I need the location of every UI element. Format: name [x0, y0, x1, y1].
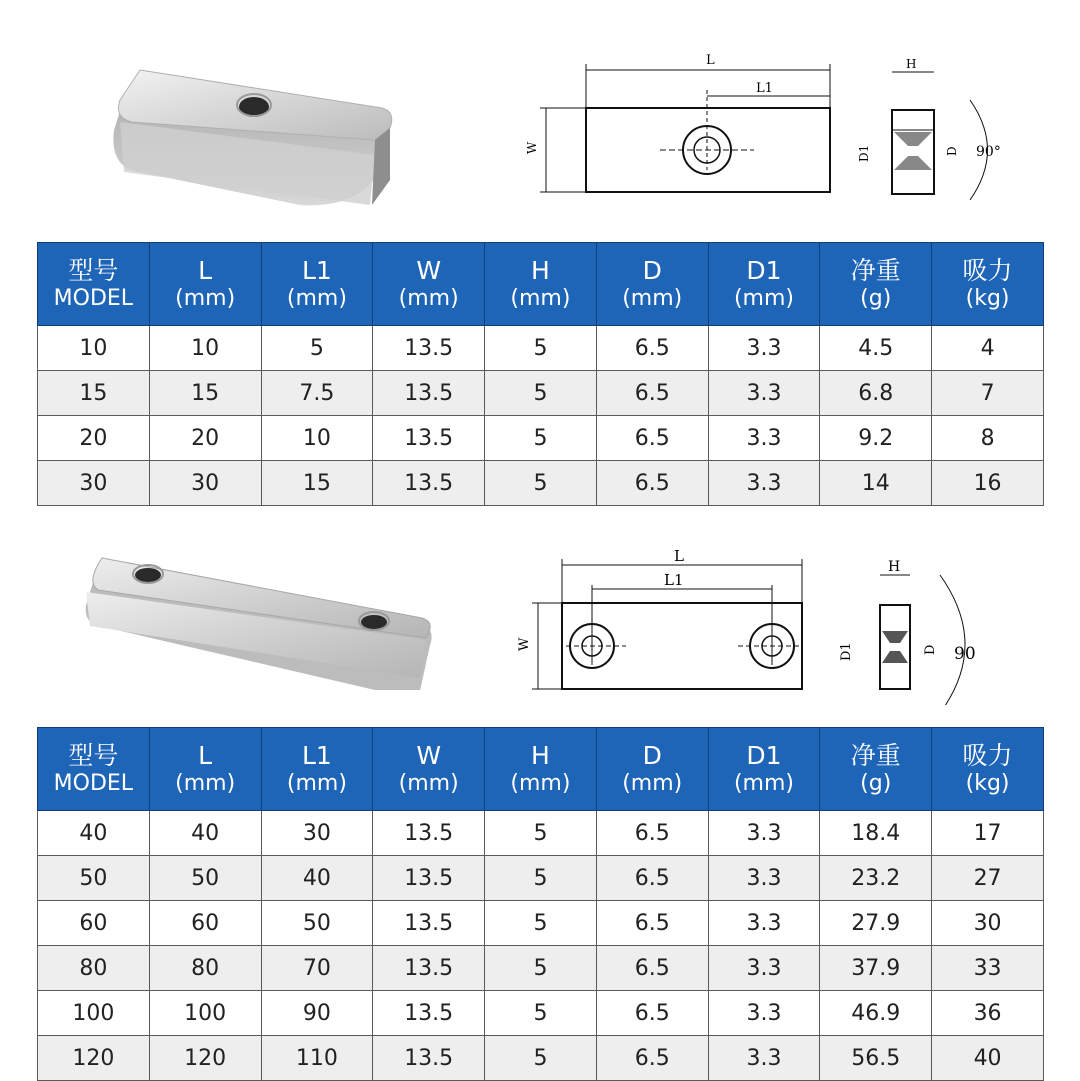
table-row — [38, 326, 1044, 371]
cell-d1: 3.3 — [708, 811, 820, 856]
cell-force: 8 — [932, 416, 1044, 461]
cell-w: 13.5 — [373, 856, 485, 901]
cell-d1: 3.3 — [708, 326, 820, 371]
cell-d1: 3.3 — [708, 1036, 820, 1081]
col-header-model: 型号 MODEL — [38, 243, 150, 326]
dim-label-D: D — [945, 146, 959, 156]
cell-d: 6.5 — [596, 326, 708, 371]
cell-force: 33 — [932, 946, 1044, 991]
cell-l: 40 — [149, 811, 261, 856]
dim-label-D-2: D — [923, 644, 938, 655]
cell-h: 5 — [485, 991, 597, 1036]
cell-weight: 14 — [820, 461, 932, 506]
cell-weight: 37.9 — [820, 946, 932, 991]
cell-l: 100 — [149, 991, 261, 1036]
dim-label-L: L — [706, 53, 715, 68]
cell-model: 15 — [38, 371, 150, 416]
cell-l1: 110 — [261, 1036, 373, 1081]
col-header-l1: L1 (mm) — [261, 728, 373, 811]
cell-l: 20 — [149, 416, 261, 461]
cell-w: 13.5 — [373, 991, 485, 1036]
table-row — [38, 901, 1044, 946]
cell-model: 100 — [38, 991, 150, 1036]
cell-force: 17 — [932, 811, 1044, 856]
cell-l: 10 — [149, 326, 261, 371]
cell-h: 5 — [485, 946, 597, 991]
cell-model: 40 — [38, 811, 150, 856]
spec-table-double-hole — [37, 727, 1044, 1081]
cell-model: 10 — [38, 326, 150, 371]
cell-l1: 90 — [261, 991, 373, 1036]
cell-weight: 56.5 — [820, 1036, 932, 1081]
spec-table-single-hole — [37, 242, 1044, 506]
cell-h: 5 — [485, 416, 597, 461]
col-header-weight: 净重 (g) — [820, 243, 932, 326]
cell-model: 80 — [38, 946, 150, 991]
col-header-w: W (mm) — [373, 728, 485, 811]
cell-d1: 3.3 — [708, 901, 820, 946]
dim-label-D1: D1 — [857, 144, 871, 162]
cell-l: 50 — [149, 856, 261, 901]
cell-d1: 3.3 — [708, 946, 820, 991]
col-header-l: L (mm) — [149, 728, 261, 811]
cell-d1: 3.3 — [708, 461, 820, 506]
cell-l1: 5 — [261, 326, 373, 371]
cell-force: 7 — [932, 371, 1044, 416]
cell-d1: 3.3 — [708, 416, 820, 461]
cell-d1: 3.3 — [708, 991, 820, 1036]
dim-label-L1: L1 — [756, 81, 773, 96]
cell-l: 30 — [149, 461, 261, 506]
table-row — [38, 811, 1044, 856]
cell-l: 60 — [149, 901, 261, 946]
cell-w: 13.5 — [373, 811, 485, 856]
cell-force: 16 — [932, 461, 1044, 506]
cell-h: 5 — [485, 326, 597, 371]
product-photo-double-hole — [80, 550, 440, 690]
table-row — [38, 856, 1044, 901]
section-single-hole — [0, 0, 1080, 520]
col-header-d1: D1 (mm) — [708, 243, 820, 326]
col-header-d1: D1 (mm) — [708, 728, 820, 811]
dim-label-D1-2: D1 — [839, 642, 854, 661]
dim-label-L1-2: L1 — [664, 571, 684, 589]
cell-force: 27 — [932, 856, 1044, 901]
cell-h: 5 — [485, 901, 597, 946]
cell-h: 5 — [485, 371, 597, 416]
cell-d: 6.5 — [596, 856, 708, 901]
cell-d1: 3.3 — [708, 856, 820, 901]
product-photo-single-hole — [100, 60, 410, 220]
cell-w: 13.5 — [373, 371, 485, 416]
table-row — [38, 991, 1044, 1036]
cell-l1: 70 — [261, 946, 373, 991]
table-row — [38, 416, 1044, 461]
col-header-h: H (mm) — [485, 243, 597, 326]
cell-d: 6.5 — [596, 901, 708, 946]
cell-weight: 23.2 — [820, 856, 932, 901]
cell-d: 6.5 — [596, 371, 708, 416]
cell-h: 5 — [485, 811, 597, 856]
cell-model: 20 — [38, 416, 150, 461]
cell-l1: 50 — [261, 901, 373, 946]
cell-w: 13.5 — [373, 901, 485, 946]
cell-d: 6.5 — [596, 991, 708, 1036]
table-row — [38, 946, 1044, 991]
dim-label-H: H — [906, 57, 917, 71]
cell-w: 13.5 — [373, 326, 485, 371]
table-row — [38, 371, 1044, 416]
dim-label-W-2: W — [517, 637, 532, 651]
cell-w: 13.5 — [373, 946, 485, 991]
cell-model: 60 — [38, 901, 150, 946]
cell-weight: 27.9 — [820, 901, 932, 946]
cell-d1: 3.3 — [708, 371, 820, 416]
cell-l1: 30 — [261, 811, 373, 856]
cell-l: 15 — [149, 371, 261, 416]
cell-d: 6.5 — [596, 1036, 708, 1081]
technical-drawing-single-hole — [520, 50, 1020, 210]
col-header-h: H (mm) — [485, 728, 597, 811]
table-row — [38, 461, 1044, 506]
cell-h: 5 — [485, 1036, 597, 1081]
col-header-d: D (mm) — [596, 728, 708, 811]
cell-weight: 46.9 — [820, 991, 932, 1036]
cell-l: 120 — [149, 1036, 261, 1081]
cell-weight: 6.8 — [820, 371, 932, 416]
cell-model: 30 — [38, 461, 150, 506]
cell-d: 6.5 — [596, 416, 708, 461]
col-header-w: W (mm) — [373, 243, 485, 326]
cell-weight: 9.2 — [820, 416, 932, 461]
cell-force: 40 — [932, 1036, 1044, 1081]
cell-force: 4 — [932, 326, 1044, 371]
col-header-d: D (mm) — [596, 243, 708, 326]
dim-label-L-2: L — [674, 547, 684, 565]
cell-force: 36 — [932, 991, 1044, 1036]
col-header-weight: 净重 (g) — [820, 728, 932, 811]
cell-weight: 4.5 — [820, 326, 932, 371]
table-row — [38, 1036, 1044, 1081]
cell-d: 6.5 — [596, 946, 708, 991]
cell-d: 6.5 — [596, 461, 708, 506]
cell-model: 50 — [38, 856, 150, 901]
cell-h: 5 — [485, 856, 597, 901]
col-header-l: L (mm) — [149, 243, 261, 326]
cell-l1: 10 — [261, 416, 373, 461]
cell-d: 6.5 — [596, 811, 708, 856]
cell-l1: 15 — [261, 461, 373, 506]
cell-l: 80 — [149, 946, 261, 991]
cell-w: 13.5 — [373, 461, 485, 506]
section-double-hole — [0, 520, 1080, 1080]
col-header-force: 吸力 (kg) — [932, 243, 1044, 326]
dim-label-angle: 90° — [976, 144, 1001, 160]
cell-weight: 18.4 — [820, 811, 932, 856]
dim-label-angle-2: 90 — [954, 644, 976, 664]
technical-drawing-double-hole — [510, 545, 1010, 705]
col-header-l1: L1 (mm) — [261, 243, 373, 326]
dim-label-H-2: H — [888, 559, 901, 575]
cell-force: 30 — [932, 901, 1044, 946]
cell-w: 13.5 — [373, 416, 485, 461]
col-header-force: 吸力 (kg) — [932, 728, 1044, 811]
cell-h: 5 — [485, 461, 597, 506]
cell-model: 120 — [38, 1036, 150, 1081]
cell-l1: 40 — [261, 856, 373, 901]
cell-l1: 7.5 — [261, 371, 373, 416]
col-header-model: 型号 MODEL — [38, 728, 150, 811]
dim-label-W: W — [525, 141, 539, 154]
cell-w: 13.5 — [373, 1036, 485, 1081]
